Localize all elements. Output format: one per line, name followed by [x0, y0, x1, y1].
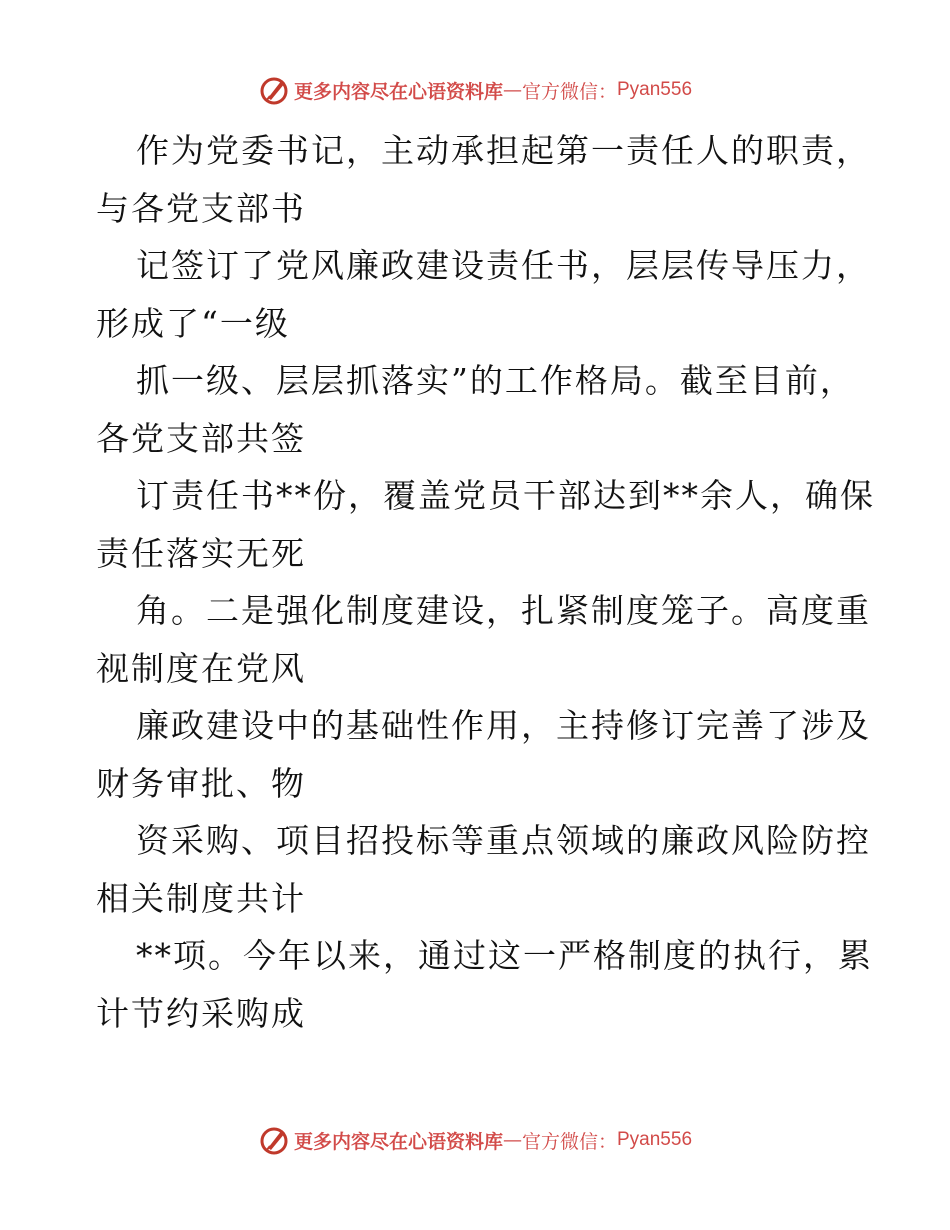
text-line: 订责任书**份，覆盖党员干部达到**余人，确保: [136, 476, 875, 515]
text-line: 相关制度共计: [96, 878, 306, 918]
text-line: 形成了“一级: [96, 303, 290, 343]
banner-wechat-label: 官方微信：: [521, 1130, 617, 1153]
banner-main-text: 更多内容尽在心语资料库: [293, 1130, 503, 1153]
text-line: 资采购、项目招投标等重点领域的廉政风险防控: [136, 821, 871, 860]
quill-logo-icon: [258, 74, 290, 106]
text-line: 视制度在党风: [96, 648, 306, 688]
text-line: 计节约采购成: [96, 993, 306, 1033]
document-body: [96, 122, 875, 1042]
banner-wechat-id: Pyan556: [617, 79, 693, 100]
banner-dash: —: [502, 79, 522, 101]
quill-logo-icon: [258, 1124, 290, 1156]
banner-main-text: 更多内容尽在心语资料库: [293, 80, 503, 103]
text-line: 与各党支部书: [96, 188, 306, 228]
text-line: 抓一级、层层抓落实”的工作格局。截至目前，: [136, 361, 855, 400]
footer-banner: [0, 1120, 950, 1160]
banner-dash: —: [502, 1129, 522, 1151]
text-line: 廉政建设中的基础性作用，主持修订完善了涉及: [136, 706, 871, 745]
text-line: 记签订了党风廉政建设责任书，层层传导压力，: [136, 246, 871, 285]
text-line: 角。二是强化制度建设，扎紧制度笼子。高度重: [136, 591, 871, 630]
header-banner: [0, 70, 950, 110]
text-line: **项。今年以来，通过这一严格制度的执行，累: [136, 936, 873, 975]
text-line: 作为党委书记，主动承担起第一责任人的职责，: [136, 131, 871, 170]
banner-wechat-label: 官方微信：: [521, 80, 617, 103]
text-line: 财务审批、物: [96, 763, 306, 803]
text-line: 各党支部共签: [96, 418, 306, 458]
banner-wechat-id: Pyan556: [617, 1129, 693, 1150]
text-line: 责任落实无死: [96, 533, 306, 573]
